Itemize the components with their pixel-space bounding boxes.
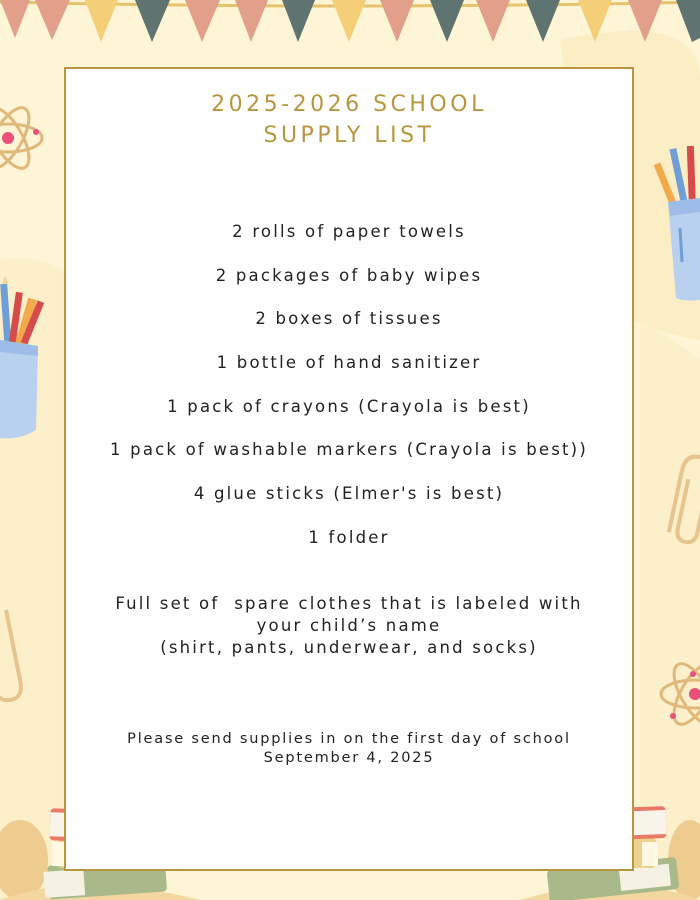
atom-icon [0,102,42,175]
clothes-note-line-3: (shirt, pants, underwear, and socks) [160,638,538,657]
list-item: 4 glue sticks (Elmer's is best) [193,484,505,504]
pennant-banner-icon [0,0,700,42]
clothes-note-line-2: your child’s name [256,616,442,635]
list-item: 1 folder [308,527,390,547]
page-title [66,89,632,151]
footer-note [86,730,612,768]
list-item: 1 pack of crayons (Crayola is best) [167,396,531,416]
title-line-1: 2025-2026 SCHOOL [211,92,487,117]
clothes-note-line-1: Full set of spare clothes that is labeled with [115,594,583,613]
supply-items [66,221,632,571]
list-item: 1 bottle of hand sanitizer [216,353,482,373]
list-item: 2 boxes of tissues [255,309,443,329]
footer-line-1: Please send supplies in on the first day of school [127,731,571,747]
title-line-2: SUPPLY LIST [263,123,435,148]
list-item: 2 rolls of paper towels [232,222,466,241]
list-item: 1 pack of washable markers (Crayola is best)) [110,440,588,460]
list-item: 2 packages of baby wipes [215,265,483,285]
clothes-note [86,593,612,659]
supply-list-card [64,67,634,871]
footer-date: September 4, 2025 [263,750,435,766]
